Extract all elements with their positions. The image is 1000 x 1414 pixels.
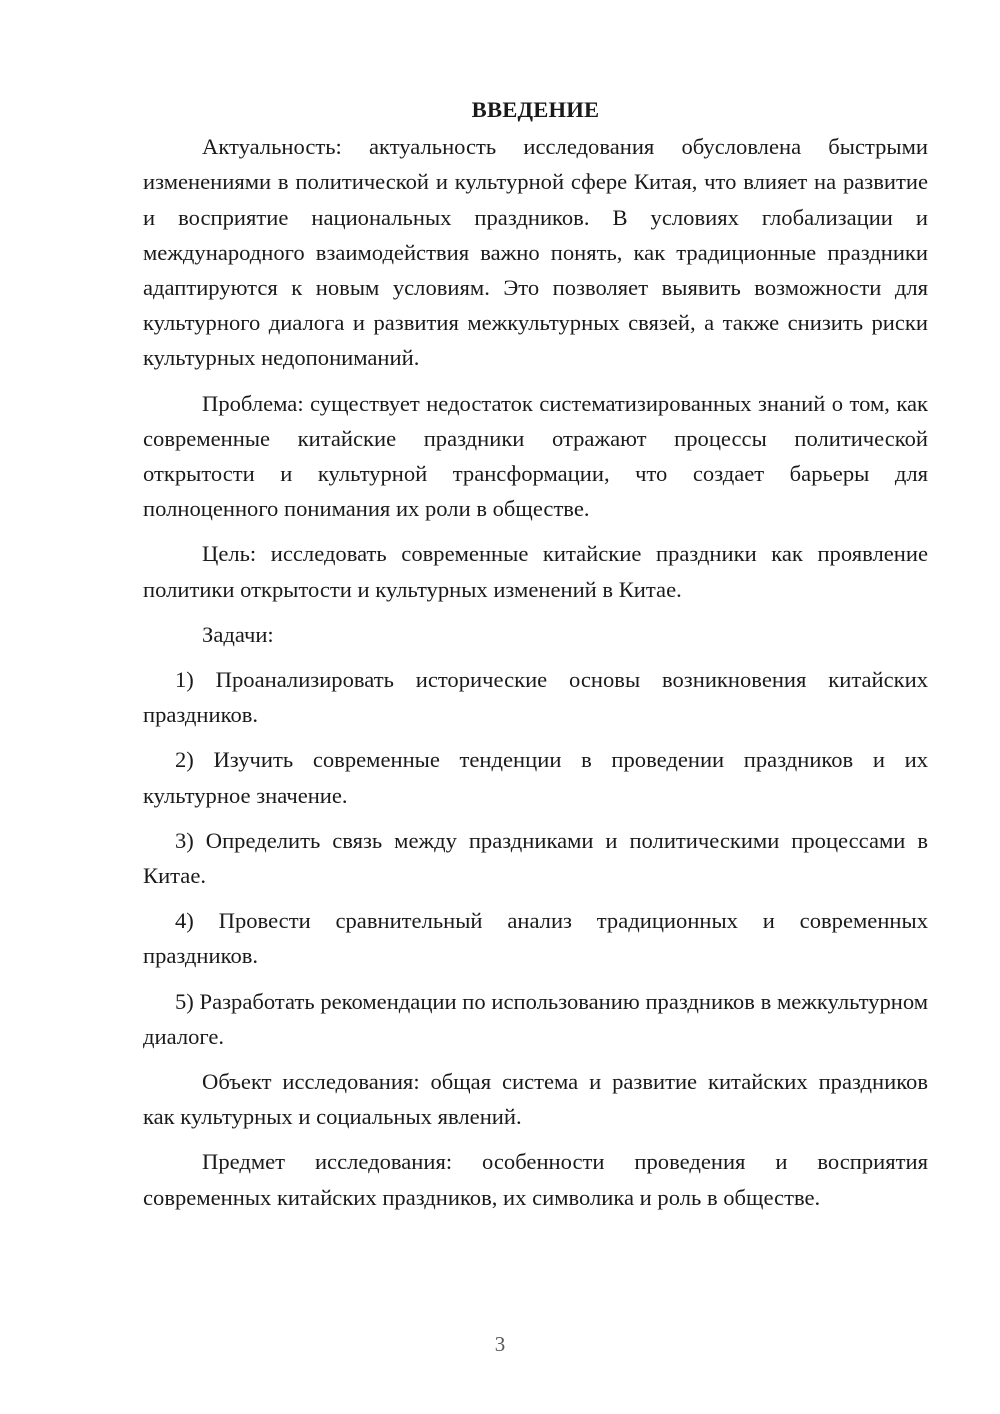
document-page bbox=[143, 92, 928, 1225]
tasks-label: Задачи: bbox=[202, 621, 274, 647]
subject-paragraph: Предмет исследования: особенности проведения и восприятия современных китайских праздников, их символика и роль в обществе. bbox=[143, 1149, 928, 1210]
tasks-list bbox=[143, 662, 928, 1054]
task-item: 1) Проанализировать исторические основы возникновения китайских праздников. bbox=[143, 667, 928, 728]
task-item: 5) Разработать рекомендации по использованию праздников в межкультурном диалоге. bbox=[143, 988, 928, 1049]
task-item: 2) Изучить современные тенденции в проведении праздников и их культурное значение. bbox=[143, 747, 928, 808]
object-paragraph: Объект исследования: общая система и развитие китайских праздников как культурных и социальных явлений. bbox=[143, 1069, 928, 1130]
section-title: ВВЕДЕНИЕ bbox=[471, 97, 600, 122]
task-item: 3) Определить связь между праздниками и политическими процессами в Китае. bbox=[143, 827, 928, 889]
page-number: 3 bbox=[494, 1332, 506, 1356]
task-item: 4) Провести сравнительный анализ традиционных и современных праздников. bbox=[143, 908, 928, 969]
problem-paragraph: Проблема: существует недостаток систематизированных знаний о том, как современные китайские праздники отражают процессы политической открытости и культурной трансформации, что создает барьеры для полноценного понимания их роли в обществе. bbox=[143, 390, 928, 522]
relevance-paragraph: Актуальность: актуальность исследования обусловлена быстрыми изменениями в политической и культурной сфере Китая, что влияет на развитие и восприятие национальных праздников. В условиях глобализации и международного взаимодействия важно понять, как традиционные праздники адаптируются к новым условиям. Это позволяет выявить возможности для культурного диалога и развития межкультурных связей, а также снизить риски культурных недопониманий. bbox=[143, 134, 928, 371]
goal-paragraph: Цель: исследовать современные китайские праздники как проявление политики открытости и культурных изменений в Китае. bbox=[143, 541, 928, 602]
